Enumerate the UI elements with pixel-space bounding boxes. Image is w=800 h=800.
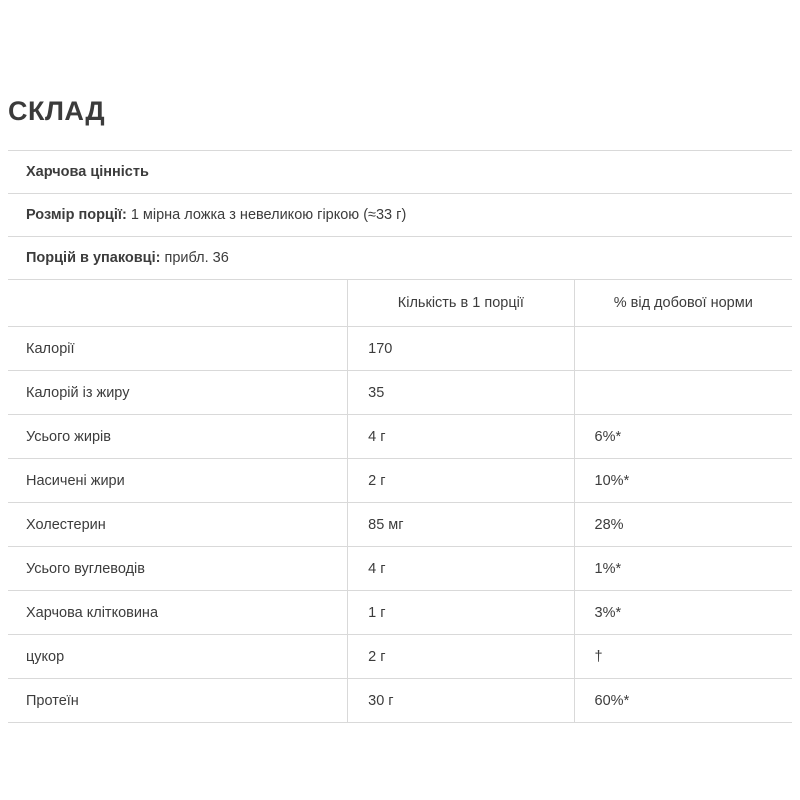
nutrient-name: Усього вуглеводів [8, 547, 348, 591]
nutrient-name: Харчова клітковина [8, 591, 348, 635]
nutrition-panel-heading-row [8, 151, 792, 194]
column-header-name [8, 280, 348, 327]
table-row [8, 371, 792, 415]
column-header-daily-value: % від добової норми [574, 280, 792, 327]
nutrient-name: Насичені жири [8, 459, 348, 503]
servings-per-container-label: Порцій в упаковці: [26, 250, 161, 266]
nutrient-amount: 2 г [348, 635, 574, 679]
nutrition-table-body [8, 151, 792, 723]
table-row [8, 459, 792, 503]
servings-per-container-value: прибл. 36 [164, 250, 229, 266]
serving-size-label: Розмір порції: [26, 207, 127, 223]
table-row [8, 415, 792, 459]
nutrient-daily-value [574, 371, 792, 415]
nutrient-amount: 170 [348, 327, 574, 371]
nutrient-amount: 35 [348, 371, 574, 415]
column-header-row [8, 280, 792, 327]
nutrient-name: Протеїн [8, 679, 348, 723]
nutrient-daily-value: 10%* [574, 459, 792, 503]
page-title: СКЛАД [8, 96, 106, 126]
nutrient-daily-value: 6%* [574, 415, 792, 459]
nutrient-daily-value: 60%* [574, 679, 792, 723]
column-header-amount: Кількість в 1 порції [348, 280, 574, 327]
nutrient-name: Калорій із жиру [8, 371, 348, 415]
serving-size-value: 1 мірна ложка з невеликою гіркою (≈33 г) [130, 207, 407, 223]
table-row [8, 327, 792, 371]
nutrient-amount: 85 мг [348, 503, 574, 547]
serving-size-row [8, 194, 792, 237]
nutrient-name: Усього жирів [8, 415, 348, 459]
nutrient-daily-value: 28% [574, 503, 792, 547]
table-row [8, 547, 792, 591]
servings-per-container-row [8, 237, 792, 280]
nutrient-daily-value: 1%* [574, 547, 792, 591]
nutrient-daily-value: † [574, 635, 792, 679]
nutrient-amount: 2 г [348, 459, 574, 503]
nutrient-amount: 4 г [348, 415, 574, 459]
nutrition-facts-table [8, 150, 792, 723]
table-row [8, 635, 792, 679]
nutrient-amount: 30 г [348, 679, 574, 723]
table-row [8, 503, 792, 547]
table-row [8, 679, 792, 723]
nutrient-daily-value: 3%* [574, 591, 792, 635]
nutrient-name: цукор [8, 635, 348, 679]
nutrient-daily-value [574, 327, 792, 371]
nutrient-name: Калорії [8, 327, 348, 371]
nutrient-amount: 1 г [348, 591, 574, 635]
nutrition-panel-heading: Харчова цінність [8, 151, 792, 194]
nutrient-name: Холестерин [8, 503, 348, 547]
table-row [8, 591, 792, 635]
serving-size-cell [8, 194, 792, 237]
nutrient-amount: 4 г [348, 547, 574, 591]
servings-per-container-cell [8, 237, 792, 280]
